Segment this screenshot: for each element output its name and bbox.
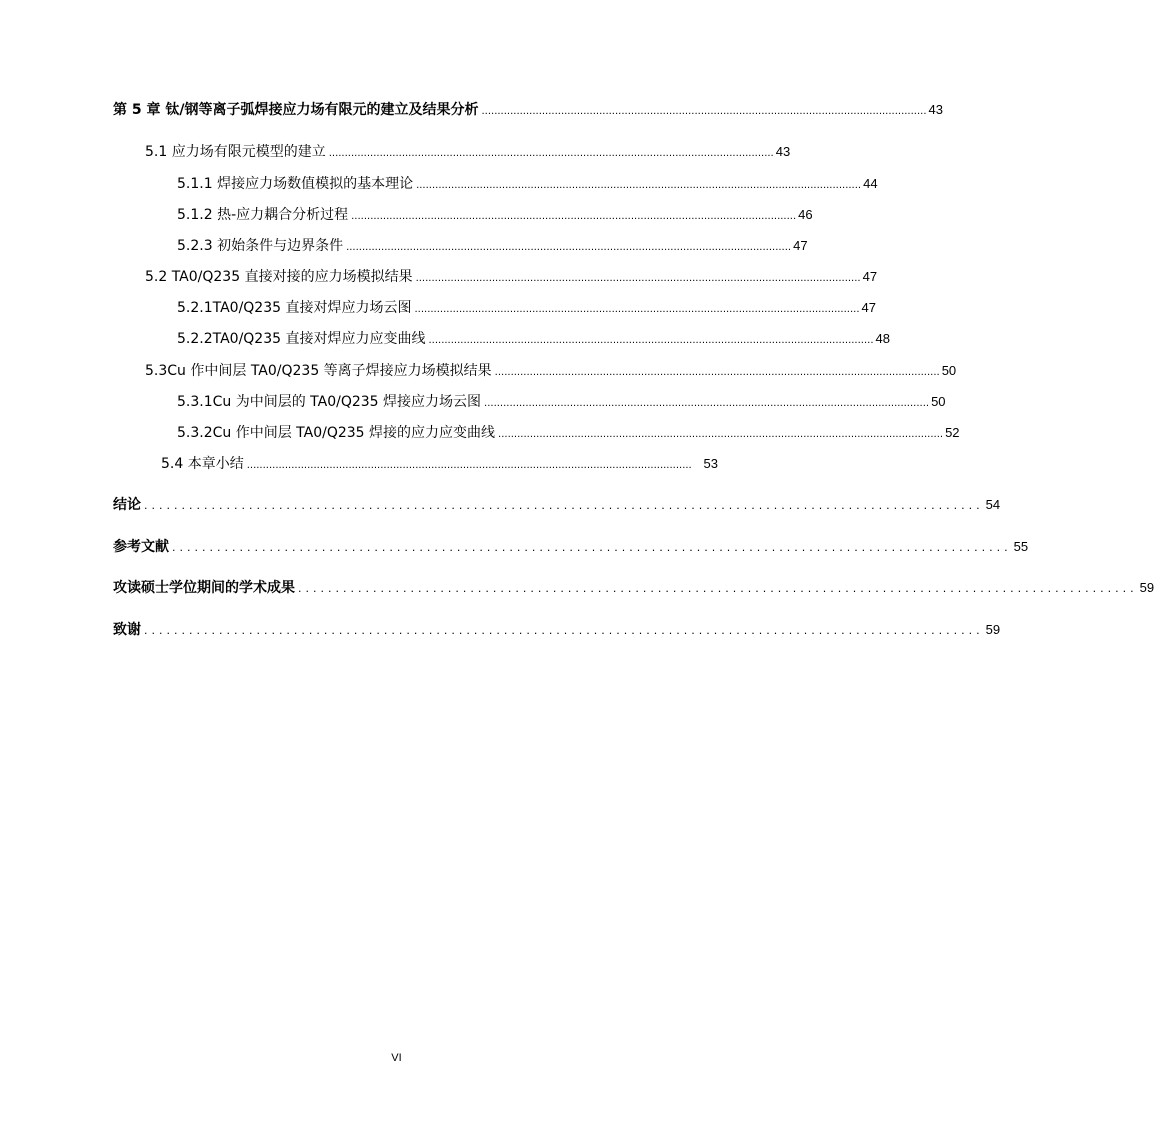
toc-entry-label: 5.2.2TA0/Q235 直接对焊应力应变曲线 <box>177 331 426 347</box>
toc-leader-dots: ............................................................................................................................................ <box>494 367 940 378</box>
toc-entry-5-3-1[interactable] <box>177 392 946 414</box>
toc-entry-label: 5.2.1TA0/Q235 直接对焊应力场云图 <box>177 300 412 316</box>
toc-entry-5-4[interactable] <box>161 454 718 476</box>
toc-entry-label: 5.3Cu 作中间层 TA0/Q235 等离子焊接应力场模拟结果 <box>145 363 492 379</box>
toc-page-number: 46 <box>798 207 813 222</box>
toc-leader-dots: ............................................................................................................................................ <box>484 398 930 409</box>
toc-entry-label: 致谢 <box>113 622 141 638</box>
toc-entry-acknowledgements[interactable] <box>113 620 1001 641</box>
toc-entry-label: 5.3.2Cu 作中间层 TA0/Q235 焊接的应力应变曲线 <box>177 425 496 441</box>
toc-page-number: 59 <box>1139 580 1154 595</box>
toc-page-number: 47 <box>861 300 876 315</box>
toc-entry-label: 结论 <box>113 497 141 513</box>
toc-entry-conclusion[interactable] <box>113 495 1001 516</box>
toc-entry-5-1-2[interactable] <box>177 205 813 227</box>
toc-page-number: 59 <box>985 622 1001 637</box>
toc-page-number: 48 <box>875 331 890 346</box>
toc-entry-label: 5.1.2 热-应力耦合分析过程 <box>177 207 349 223</box>
toc-entry-references[interactable] <box>113 537 1029 558</box>
toc-entry-5-2-1[interactable] <box>177 298 876 320</box>
toc-page-number: 50 <box>931 394 946 409</box>
toc-entry-5-2[interactable] <box>145 267 878 289</box>
page-footer-number: VI <box>391 1052 402 1064</box>
toc-entry-achievements[interactable] <box>113 578 1154 599</box>
toc-leader-dots: ................................................................................................................ <box>144 624 984 637</box>
toc-leader-dots: ............................................................................................................................................ <box>428 335 874 346</box>
toc-entry-label: 5.2.3 初始条件与边界条件 <box>177 238 344 254</box>
toc-leader-dots: ............................................................................................................................................ <box>481 106 927 117</box>
toc-leader-dots: ............................................................................................................................................ <box>351 211 797 222</box>
toc-entry-chapter-5[interactable] <box>113 100 943 122</box>
toc-page-number: 44 <box>863 176 878 191</box>
toc-entry-label: 第 5 章 钛/钢等离子弧焊接应力场有限元的建立及结果分析 <box>113 102 479 118</box>
toc-entry-label: 5.2 TA0/Q235 直接对接的应力场模拟结果 <box>145 269 413 285</box>
toc-page-number: 50 <box>941 363 957 378</box>
toc-entry-label: 5.1 应力场有限元模型的建立 <box>145 144 326 160</box>
toc-leader-dots: ............................................................................................................................................ <box>415 273 861 284</box>
toc-entry-label: 5.3.1Cu 为中间层的 TA0/Q235 焊接应力场云图 <box>177 394 482 410</box>
toc-page-number: 54 <box>985 497 1001 512</box>
toc-leader-dots: ............................................................................................................................................ <box>246 460 692 471</box>
toc-entry-5-3-2[interactable] <box>177 423 960 445</box>
toc-page-number: 47 <box>862 269 878 284</box>
toc-leader-dots: ............................................................................................................................................ <box>328 148 774 159</box>
toc-page-number: 55 <box>1013 539 1029 554</box>
toc-entry-label: 参考文献 <box>113 539 169 555</box>
toc-page-number: 53 <box>703 456 718 471</box>
toc-entry-5-1-1[interactable] <box>177 174 878 196</box>
toc-entry-label: 5.4 本章小结 <box>161 456 244 472</box>
toc-page-number: 52 <box>945 425 960 440</box>
toc-leader-dots: ................................................................................................................ <box>172 541 1012 554</box>
toc-entry-5-2-2[interactable] <box>177 329 890 351</box>
toc-entry-5-1[interactable] <box>145 142 791 164</box>
toc-leader-dots: ............................................................................................................................................ <box>416 180 862 191</box>
toc-entry-label: 5.1.1 焊接应力场数值模拟的基本理论 <box>177 176 414 192</box>
toc-leader-dots: ................................................................................................................ <box>298 582 1138 595</box>
toc-page-number: 47 <box>793 238 808 253</box>
toc-page-number: 43 <box>928 102 943 117</box>
toc-leader-dots: ............................................................................................................................................ <box>414 304 860 315</box>
toc-leader-dots: ............................................................................................................................................ <box>498 429 944 440</box>
toc-page-number: 43 <box>775 144 791 159</box>
toc-leader-dots: ............................................................................................................................................ <box>346 242 792 253</box>
toc-entry-label: 攻读硕士学位期间的学术成果 <box>113 580 295 596</box>
toc-entry-5-3[interactable] <box>145 361 957 383</box>
toc-leader-dots: ................................................................................................................ <box>144 499 984 512</box>
toc-entry-5-2-3[interactable] <box>177 236 808 258</box>
